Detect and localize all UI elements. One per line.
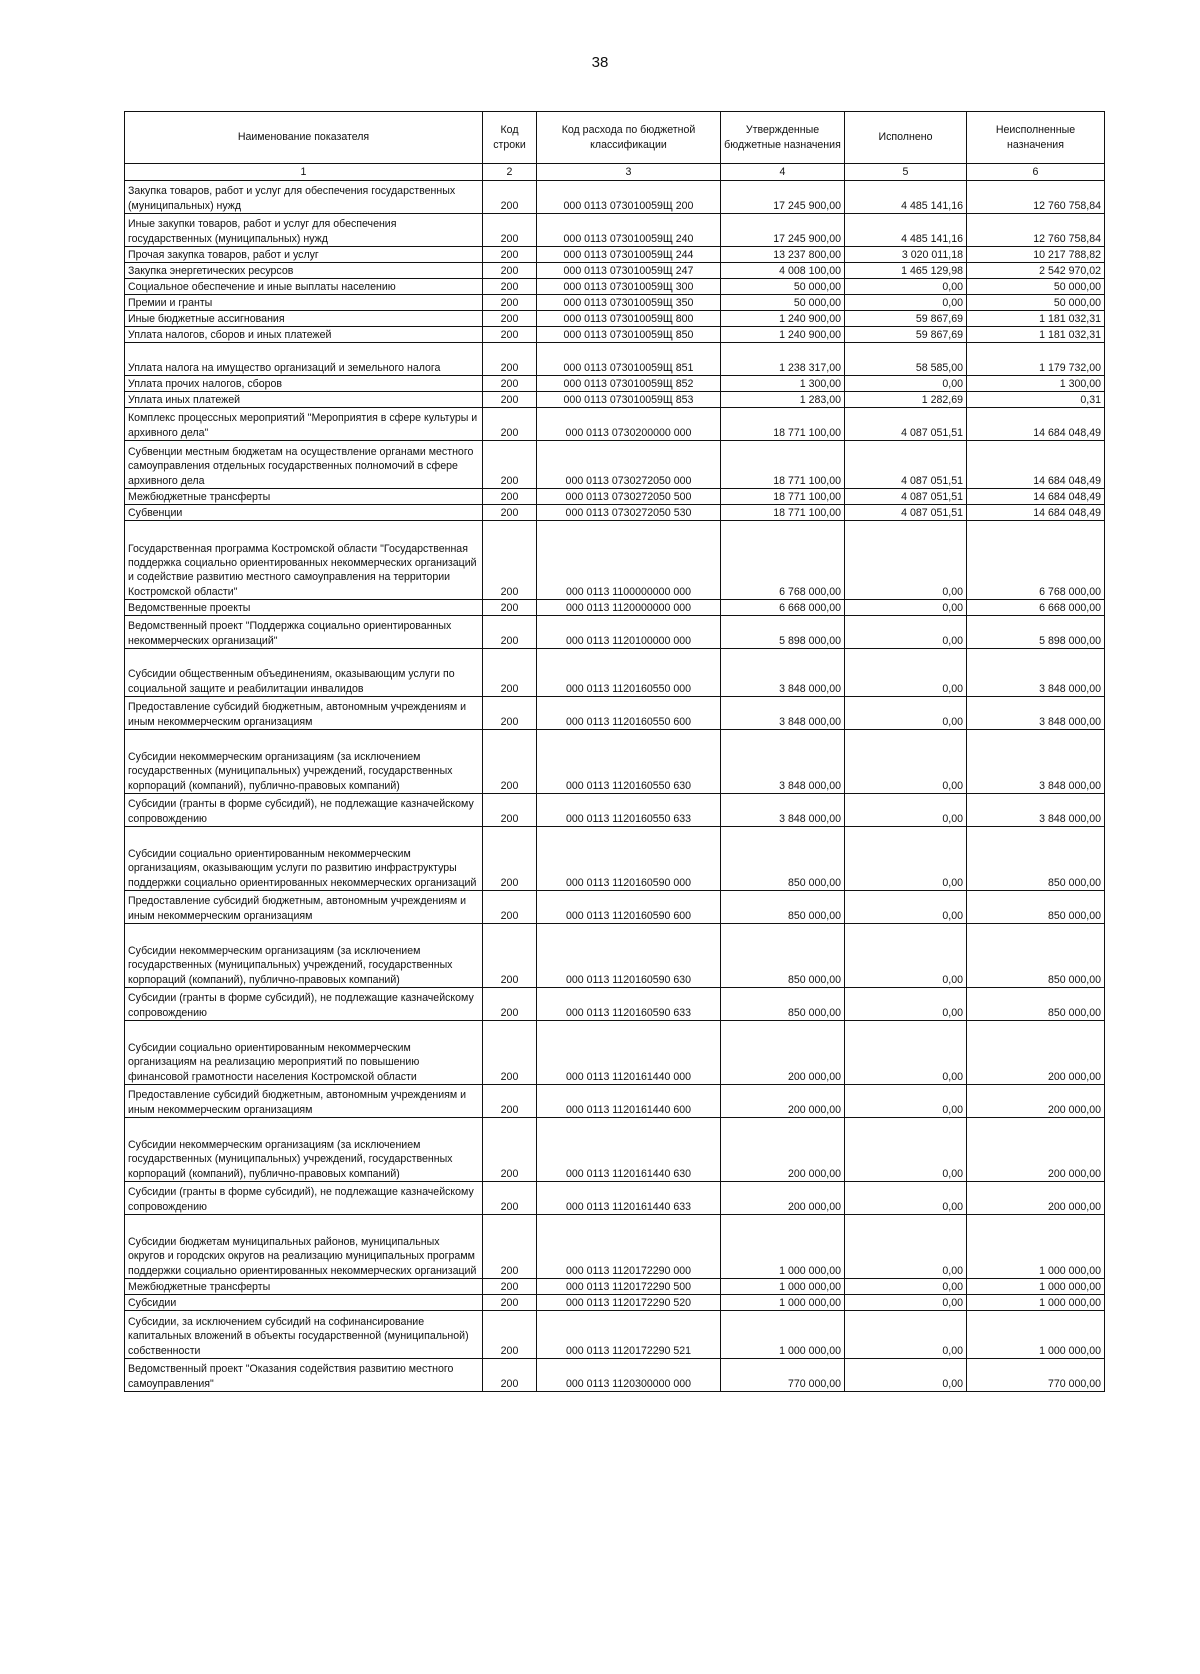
row-executed-cell: 0,00 (845, 1085, 967, 1118)
row-name-cell: Субсидии некоммерческим организациям (за исключением государственных (муниципальных) учреждений, государственных корпораций (компаний), публично-правовых компаний) (125, 924, 483, 988)
row-unexecuted-cell: 50 000,00 (967, 279, 1105, 295)
row-executed-cell: 0,00 (845, 600, 967, 616)
column-number: 2 (483, 164, 537, 181)
row-line-code-cell: 200 (483, 279, 537, 295)
row-line-code-cell: 200 (483, 295, 537, 311)
row-name-cell: Предоставление субсидий бюджетным, автономным учреждениям и иным некоммерческим организациям (125, 697, 483, 730)
row-executed-cell: 0,00 (845, 376, 967, 392)
table-row (125, 1295, 1105, 1311)
row-executed-cell: 0,00 (845, 279, 967, 295)
row-budget-code-cell: 000 0113 073010059Щ 200 (537, 181, 721, 214)
table-row (125, 988, 1105, 1021)
row-name-cell: Иные бюджетные ассигнования (125, 311, 483, 327)
row-name-cell: Субсидии (125, 1295, 483, 1311)
row-unexecuted-cell: 14 684 048,49 (967, 441, 1105, 489)
row-unexecuted-cell: 5 898 000,00 (967, 616, 1105, 649)
row-name-cell: Субсидии, за исключением субсидий на софинансирование капитальных вложений в объекты государственной (муниципальной) собственности (125, 1311, 483, 1359)
row-unexecuted-cell: 200 000,00 (967, 1118, 1105, 1182)
row-executed-cell: 4 485 141,16 (845, 214, 967, 247)
row-budget-code-cell: 000 0113 1120160550 600 (537, 697, 721, 730)
row-name-cell: Премии и гранты (125, 295, 483, 311)
table-row (125, 891, 1105, 924)
row-executed-cell: 0,00 (845, 1021, 967, 1085)
row-line-code-cell: 200 (483, 794, 537, 827)
row-unexecuted-cell: 3 848 000,00 (967, 649, 1105, 697)
row-name-cell: Уплата прочих налогов, сборов (125, 376, 483, 392)
row-budget-code-cell: 000 0113 1120161440 000 (537, 1021, 721, 1085)
row-line-code-cell: 200 (483, 181, 537, 214)
table-row (125, 247, 1105, 263)
row-budget-code-cell: 000 0113 073010059Щ 800 (537, 311, 721, 327)
row-unexecuted-cell: 0,31 (967, 392, 1105, 408)
row-name-cell: Межбюджетные трансферты (125, 1279, 483, 1295)
row-budget-code-cell: 000 0113 1120160550 000 (537, 649, 721, 697)
row-budget-code-cell: 000 0113 1120160590 630 (537, 924, 721, 988)
row-unexecuted-cell: 14 684 048,49 (967, 505, 1105, 521)
row-budget-code-cell: 000 0113 1120300000 000 (537, 1359, 721, 1392)
row-name-cell: Предоставление субсидий бюджетным, автономным учреждениям и иным некоммерческим организациям (125, 1085, 483, 1118)
row-line-code-cell: 200 (483, 924, 537, 988)
row-executed-cell: 0,00 (845, 827, 967, 891)
row-budget-code-cell: 000 0113 1120161440 633 (537, 1182, 721, 1215)
row-approved-cell: 850 000,00 (721, 827, 845, 891)
row-name-cell: Субсидии некоммерческим организациям (за исключением государственных (муниципальных) учреждений, государственных корпораций (компаний), публично-правовых компаний) (125, 1118, 483, 1182)
table-row (125, 441, 1105, 489)
row-line-code-cell: 200 (483, 600, 537, 616)
row-budget-code-cell: 000 0113 1120160590 633 (537, 988, 721, 1021)
row-executed-cell: 4 087 051,51 (845, 505, 967, 521)
row-unexecuted-cell: 1 300,00 (967, 376, 1105, 392)
table-row (125, 616, 1105, 649)
row-budget-code-cell: 000 0113 1120160550 633 (537, 794, 721, 827)
row-unexecuted-cell: 200 000,00 (967, 1182, 1105, 1215)
row-unexecuted-cell: 200 000,00 (967, 1085, 1105, 1118)
row-executed-cell: 58 585,00 (845, 343, 967, 376)
row-name-cell: Межбюджетные трансферты (125, 489, 483, 505)
table-row (125, 1279, 1105, 1295)
table-row (125, 730, 1105, 794)
row-name-cell: Субсидии бюджетам муниципальных районов, муниципальных округов и городских округов на реализацию муниципальных программ поддержки социально ориентированных некоммерческих организаций (125, 1215, 483, 1279)
row-name-cell: Субсидии (гранты в форме субсидий), не подлежащие казначейскому сопровождению (125, 988, 483, 1021)
row-unexecuted-cell: 14 684 048,49 (967, 489, 1105, 505)
table-row (125, 794, 1105, 827)
row-executed-cell: 0,00 (845, 1311, 967, 1359)
table-row (125, 1215, 1105, 1279)
row-executed-cell: 4 087 051,51 (845, 489, 967, 505)
column-number: 1 (125, 164, 483, 181)
row-unexecuted-cell: 12 760 758,84 (967, 214, 1105, 247)
row-executed-cell: 59 867,69 (845, 311, 967, 327)
row-name-cell: Ведомственный проект "Оказания содействия развитию местного самоуправления" (125, 1359, 483, 1392)
row-approved-cell: 850 000,00 (721, 891, 845, 924)
table-row (125, 1311, 1105, 1359)
row-budget-code-cell: 000 0113 0730200000 000 (537, 408, 721, 441)
row-approved-cell: 50 000,00 (721, 279, 845, 295)
header-unexecuted: Неисполненные назначения (967, 112, 1105, 164)
row-approved-cell: 1 300,00 (721, 376, 845, 392)
row-approved-cell: 18 771 100,00 (721, 505, 845, 521)
column-number: 6 (967, 164, 1105, 181)
page-number: 38 (591, 54, 609, 71)
table-row (125, 827, 1105, 891)
row-unexecuted-cell: 850 000,00 (967, 827, 1105, 891)
row-unexecuted-cell: 850 000,00 (967, 924, 1105, 988)
row-executed-cell: 0,00 (845, 1295, 967, 1311)
header-budget-code: Код расхода по бюджетной классификации (537, 112, 721, 164)
row-unexecuted-cell: 50 000,00 (967, 295, 1105, 311)
row-name-cell: Социальное обеспечение и иные выплаты населению (125, 279, 483, 295)
row-name-cell: Субсидии (гранты в форме субсидий), не подлежащие казначейскому сопровождению (125, 794, 483, 827)
row-budget-code-cell: 000 0113 1120161440 630 (537, 1118, 721, 1182)
row-approved-cell: 18 771 100,00 (721, 489, 845, 505)
row-approved-cell: 17 245 900,00 (721, 181, 845, 214)
row-approved-cell: 6 668 000,00 (721, 600, 845, 616)
row-unexecuted-cell: 14 684 048,49 (967, 408, 1105, 441)
row-budget-code-cell: 000 0113 1120100000 000 (537, 616, 721, 649)
row-line-code-cell: 200 (483, 214, 537, 247)
row-budget-code-cell: 000 0113 0730272050 530 (537, 505, 721, 521)
row-budget-code-cell: 000 0113 1120160590 600 (537, 891, 721, 924)
header-approved: Утвержденные бюджетные назначения (721, 112, 845, 164)
row-executed-cell: 0,00 (845, 1118, 967, 1182)
table-row (125, 1118, 1105, 1182)
row-budget-code-cell: 000 0113 073010059Щ 240 (537, 214, 721, 247)
table-row (125, 295, 1105, 311)
row-approved-cell: 1 000 000,00 (721, 1279, 845, 1295)
row-approved-cell: 3 848 000,00 (721, 649, 845, 697)
row-line-code-cell: 200 (483, 1359, 537, 1392)
row-line-code-cell: 200 (483, 1085, 537, 1118)
row-executed-cell: 0,00 (845, 794, 967, 827)
table-row (125, 327, 1105, 343)
row-unexecuted-cell: 1 000 000,00 (967, 1215, 1105, 1279)
row-name-cell: Закупка энергетических ресурсов (125, 263, 483, 279)
row-budget-code-cell: 000 0113 1120160590 000 (537, 827, 721, 891)
row-line-code-cell: 200 (483, 408, 537, 441)
row-approved-cell: 5 898 000,00 (721, 616, 845, 649)
row-unexecuted-cell: 3 848 000,00 (967, 697, 1105, 730)
row-line-code-cell: 200 (483, 1295, 537, 1311)
row-budget-code-cell: 000 0113 073010059Щ 852 (537, 376, 721, 392)
row-approved-cell: 200 000,00 (721, 1182, 845, 1215)
row-name-cell: Субсидии общественным объединениям, оказывающим услуги по социальной защите и реабилитации инвалидов (125, 649, 483, 697)
row-name-cell: Закупка товаров, работ и услуг для обеспечения государственных (муниципальных) нужд (125, 181, 483, 214)
row-name-cell: Ведомственный проект "Поддержка социально ориентированных некоммерческих организаций" (125, 616, 483, 649)
row-executed-cell: 59 867,69 (845, 327, 967, 343)
column-number: 5 (845, 164, 967, 181)
table-row (125, 343, 1105, 376)
table-row (125, 376, 1105, 392)
row-budget-code-cell: 000 0113 1100000000 000 (537, 521, 721, 600)
row-budget-code-cell: 000 0113 073010059Щ 850 (537, 327, 721, 343)
table-row (125, 181, 1105, 214)
row-line-code-cell: 200 (483, 697, 537, 730)
row-executed-cell: 0,00 (845, 649, 967, 697)
table-row (125, 1085, 1105, 1118)
row-approved-cell: 3 848 000,00 (721, 730, 845, 794)
header-executed: Исполнено (845, 112, 967, 164)
row-budget-code-cell: 000 0113 1120172290 520 (537, 1295, 721, 1311)
row-line-code-cell: 200 (483, 343, 537, 376)
row-budget-code-cell: 000 0113 1120161440 600 (537, 1085, 721, 1118)
row-budget-code-cell: 000 0113 1120172290 000 (537, 1215, 721, 1279)
table-row (125, 649, 1105, 697)
row-line-code-cell: 200 (483, 891, 537, 924)
row-budget-code-cell: 000 0113 1120172290 521 (537, 1311, 721, 1359)
row-budget-code-cell: 000 0113 073010059Щ 300 (537, 279, 721, 295)
row-executed-cell: 1 465 129,98 (845, 263, 967, 279)
row-name-cell: Иные закупки товаров, работ и услуг для обеспечения государственных (муниципальных) нужд (125, 214, 483, 247)
table-row (125, 1359, 1105, 1392)
row-name-cell: Комплекс процессных мероприятий "Мероприятия в сфере культуры и архивного дела" (125, 408, 483, 441)
row-line-code-cell: 200 (483, 730, 537, 794)
column-number-row (125, 164, 1105, 181)
row-line-code-cell: 200 (483, 441, 537, 489)
budget-execution-table (124, 111, 1105, 1392)
row-unexecuted-cell: 6 768 000,00 (967, 521, 1105, 600)
row-name-cell: Субвенции местным бюджетам на осуществление органами местного самоуправления отдельных государственных полномочий в сфере архивного дела (125, 441, 483, 489)
row-line-code-cell: 200 (483, 649, 537, 697)
row-line-code-cell: 200 (483, 827, 537, 891)
row-unexecuted-cell: 1 181 032,31 (967, 327, 1105, 343)
row-line-code-cell: 200 (483, 263, 537, 279)
table-row (125, 279, 1105, 295)
row-approved-cell: 1 000 000,00 (721, 1295, 845, 1311)
column-number: 3 (537, 164, 721, 181)
row-executed-cell: 0,00 (845, 697, 967, 730)
column-number: 4 (721, 164, 845, 181)
row-budget-code-cell: 000 0113 1120000000 000 (537, 600, 721, 616)
row-executed-cell: 3 020 011,18 (845, 247, 967, 263)
row-unexecuted-cell: 12 760 758,84 (967, 181, 1105, 214)
row-executed-cell: 0,00 (845, 924, 967, 988)
table-row (125, 408, 1105, 441)
table-row (125, 521, 1105, 600)
row-approved-cell: 850 000,00 (721, 988, 845, 1021)
row-executed-cell: 0,00 (845, 1215, 967, 1279)
row-line-code-cell: 200 (483, 489, 537, 505)
row-budget-code-cell: 000 0113 1120172290 500 (537, 1279, 721, 1295)
row-unexecuted-cell: 1 179 732,00 (967, 343, 1105, 376)
table-row (125, 263, 1105, 279)
row-name-cell: Уплата иных платежей (125, 392, 483, 408)
row-approved-cell: 18 771 100,00 (721, 441, 845, 489)
table-row (125, 697, 1105, 730)
table-row (125, 311, 1105, 327)
row-unexecuted-cell: 1 000 000,00 (967, 1295, 1105, 1311)
row-name-cell: Уплата налога на имущество организаций и земельного налога (125, 343, 483, 376)
row-approved-cell: 850 000,00 (721, 924, 845, 988)
row-name-cell: Предоставление субсидий бюджетным, автономным учреждениям и иным некоммерческим организациям (125, 891, 483, 924)
row-approved-cell: 1 283,00 (721, 392, 845, 408)
row-executed-cell: 0,00 (845, 1359, 967, 1392)
table-row (125, 392, 1105, 408)
row-name-cell: Субсидии социально ориентированным некоммерческим организациям, оказывающим услуги по развитию инфраструктуры поддержки социально ориентированных некоммерческих организаций (125, 827, 483, 891)
row-line-code-cell: 200 (483, 1118, 537, 1182)
row-approved-cell: 1 238 317,00 (721, 343, 845, 376)
row-name-cell: Государственная программа Костромской области "Государственная поддержка социально ориентированных некоммерческих организаций и содействие развитию местного самоуправления на территории Костромской области" (125, 521, 483, 600)
row-unexecuted-cell: 3 848 000,00 (967, 730, 1105, 794)
row-approved-cell: 50 000,00 (721, 295, 845, 311)
row-executed-cell: 0,00 (845, 1279, 967, 1295)
row-line-code-cell: 200 (483, 616, 537, 649)
row-unexecuted-cell: 6 668 000,00 (967, 600, 1105, 616)
header-line-code: Код строки (483, 112, 537, 164)
row-approved-cell: 1 000 000,00 (721, 1311, 845, 1359)
row-name-cell: Прочая закупка товаров, работ и услуг (125, 247, 483, 263)
row-name-cell: Субсидии некоммерческим организациям (за исключением государственных (муниципальных) учреждений, государственных корпораций (компаний), публично-правовых компаний) (125, 730, 483, 794)
row-executed-cell: 1 282,69 (845, 392, 967, 408)
row-approved-cell: 1 240 900,00 (721, 327, 845, 343)
row-executed-cell: 0,00 (845, 730, 967, 794)
row-approved-cell: 200 000,00 (721, 1118, 845, 1182)
row-name-cell: Субсидии социально ориентированным некоммерческим организациям на реализацию мероприятий по повышению финансовой грамотности населения Костромской области (125, 1021, 483, 1085)
row-executed-cell: 0,00 (845, 521, 967, 600)
table-row (125, 600, 1105, 616)
row-approved-cell: 6 768 000,00 (721, 521, 845, 600)
row-approved-cell: 200 000,00 (721, 1085, 845, 1118)
row-unexecuted-cell: 1 000 000,00 (967, 1311, 1105, 1359)
row-approved-cell: 17 245 900,00 (721, 214, 845, 247)
row-budget-code-cell: 000 0113 073010059Щ 350 (537, 295, 721, 311)
row-executed-cell: 0,00 (845, 988, 967, 1021)
row-approved-cell: 1 240 900,00 (721, 311, 845, 327)
row-line-code-cell: 200 (483, 311, 537, 327)
row-line-code-cell: 200 (483, 392, 537, 408)
row-approved-cell: 770 000,00 (721, 1359, 845, 1392)
row-line-code-cell: 200 (483, 1311, 537, 1359)
row-executed-cell: 0,00 (845, 891, 967, 924)
row-name-cell: Уплата налогов, сборов и иных платежей (125, 327, 483, 343)
row-budget-code-cell: 000 0113 1120160550 630 (537, 730, 721, 794)
row-executed-cell: 4 485 141,16 (845, 181, 967, 214)
row-approved-cell: 18 771 100,00 (721, 408, 845, 441)
row-budget-code-cell: 000 0113 073010059Щ 244 (537, 247, 721, 263)
row-budget-code-cell: 000 0113 073010059Щ 851 (537, 343, 721, 376)
row-executed-cell: 0,00 (845, 1182, 967, 1215)
table-row (125, 214, 1105, 247)
row-line-code-cell: 200 (483, 521, 537, 600)
row-unexecuted-cell: 1 000 000,00 (967, 1279, 1105, 1295)
row-unexecuted-cell: 850 000,00 (967, 988, 1105, 1021)
row-approved-cell: 1 000 000,00 (721, 1215, 845, 1279)
table-row (125, 1182, 1105, 1215)
row-unexecuted-cell: 10 217 788,82 (967, 247, 1105, 263)
row-budget-code-cell: 000 0113 073010059Щ 853 (537, 392, 721, 408)
row-budget-code-cell: 000 0113 073010059Щ 247 (537, 263, 721, 279)
row-executed-cell: 4 087 051,51 (845, 408, 967, 441)
row-executed-cell: 4 087 051,51 (845, 441, 967, 489)
row-line-code-cell: 200 (483, 376, 537, 392)
row-unexecuted-cell: 770 000,00 (967, 1359, 1105, 1392)
row-line-code-cell: 200 (483, 247, 537, 263)
row-name-cell: Субвенции (125, 505, 483, 521)
row-unexecuted-cell: 2 542 970,02 (967, 263, 1105, 279)
table-row (125, 505, 1105, 521)
row-line-code-cell: 200 (483, 1021, 537, 1085)
row-approved-cell: 4 008 100,00 (721, 263, 845, 279)
row-name-cell: Субсидии (гранты в форме субсидий), не подлежащие казначейскому сопровождению (125, 1182, 483, 1215)
row-unexecuted-cell: 3 848 000,00 (967, 794, 1105, 827)
row-executed-cell: 0,00 (845, 295, 967, 311)
row-name-cell: Ведомственные проекты (125, 600, 483, 616)
row-line-code-cell: 200 (483, 327, 537, 343)
table-row (125, 1021, 1105, 1085)
row-approved-cell: 3 848 000,00 (721, 697, 845, 730)
row-line-code-cell: 200 (483, 988, 537, 1021)
table-header-row (125, 112, 1105, 164)
table-row (125, 489, 1105, 505)
row-approved-cell: 13 237 800,00 (721, 247, 845, 263)
row-budget-code-cell: 000 0113 0730272050 500 (537, 489, 721, 505)
row-line-code-cell: 200 (483, 1182, 537, 1215)
row-budget-code-cell: 000 0113 0730272050 000 (537, 441, 721, 489)
row-approved-cell: 200 000,00 (721, 1021, 845, 1085)
table-row (125, 924, 1105, 988)
row-executed-cell: 0,00 (845, 616, 967, 649)
row-unexecuted-cell: 1 181 032,31 (967, 311, 1105, 327)
row-unexecuted-cell: 850 000,00 (967, 891, 1105, 924)
row-line-code-cell: 200 (483, 1215, 537, 1279)
row-line-code-cell: 200 (483, 1279, 537, 1295)
row-unexecuted-cell: 200 000,00 (967, 1021, 1105, 1085)
row-line-code-cell: 200 (483, 505, 537, 521)
header-indicator-name: Наименование показателя (125, 112, 483, 164)
row-approved-cell: 3 848 000,00 (721, 794, 845, 827)
